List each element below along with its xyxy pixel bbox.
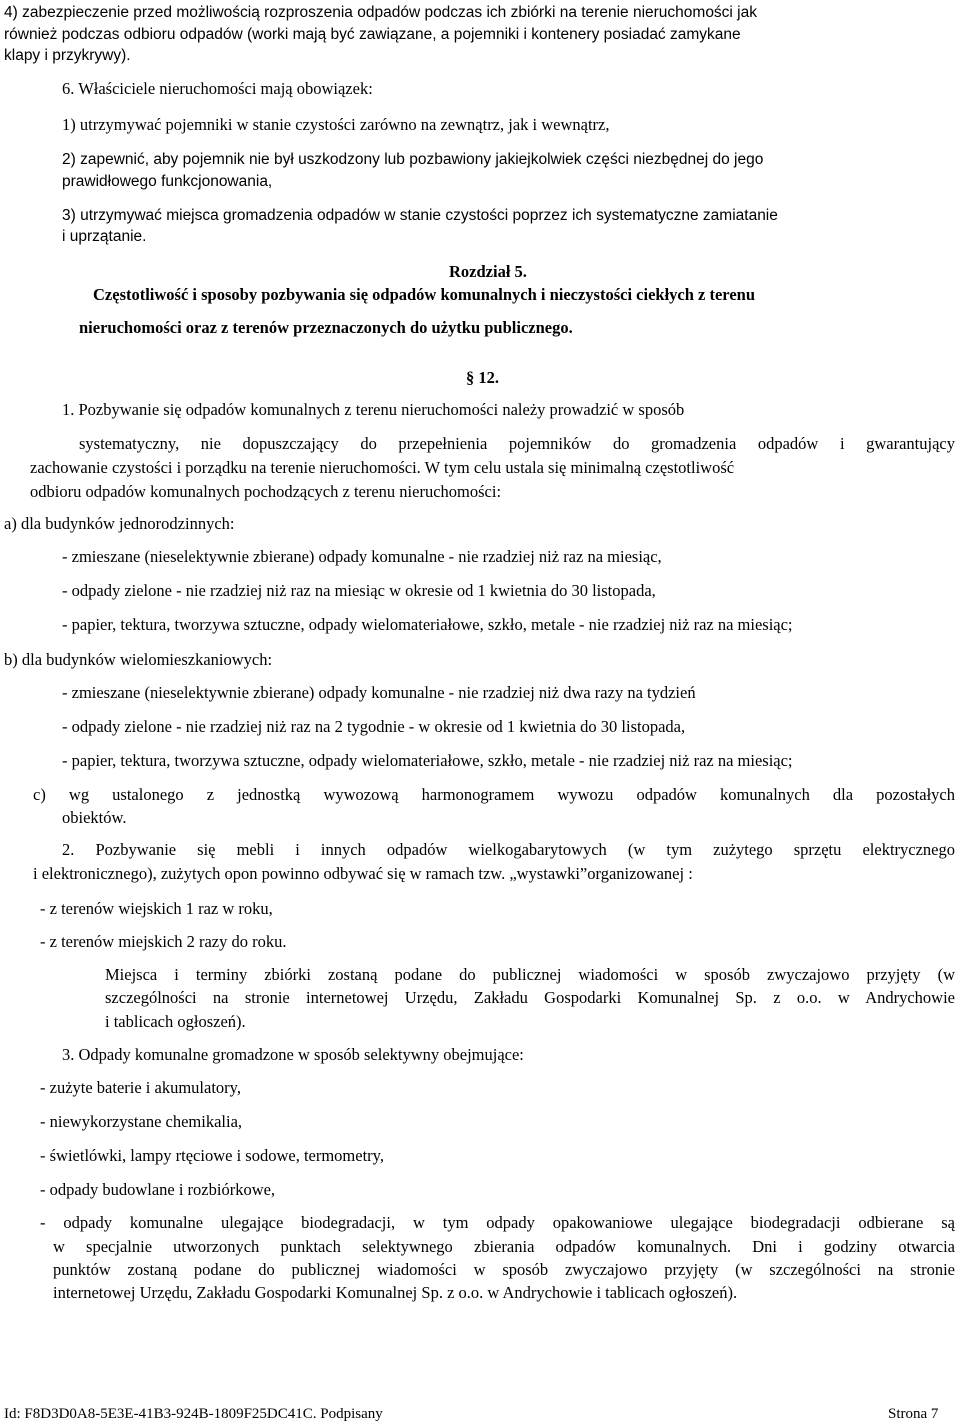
sec6-item-3a: 3) utrzymywać miejsca gromadzenia odpadów w stanie czystości poprzez ich systematyczne zamiatanie bbox=[62, 207, 778, 224]
paragraph-number: 12. bbox=[478, 368, 499, 387]
page-number: Strona 7 bbox=[888, 1406, 939, 1422]
p2-note-line-3: i tablicach ogłoszeń). bbox=[105, 1012, 246, 1031]
sec6-item-2b: prawidłowego funkcjonowania, bbox=[62, 173, 273, 190]
chapter-title-2: nieruchomości oraz z terenów przeznaczonych do użytku publicznego. bbox=[79, 318, 573, 337]
p1-a-item-2: - odpady zielone - nie rzadziej niż raz na miesiąc w okresie od 1 kwietnia do 30 listopada, bbox=[62, 581, 656, 600]
p1-b-item-3: - papier, tektura, tworzywa sztuczne, odpady wielomateriałowe, szkło, metale - nie rzadziej niż raz na miesiąc; bbox=[62, 751, 793, 770]
p1-a-item-1: - zmieszane (nieselektywnie zbierane) odpady komunalne - nie rzadziej niż raz na miesiąc, bbox=[62, 547, 662, 566]
sec4-line-2: również podczas odbioru odpadów (worki mają być zawiązane, a pojemniki i kontenery posiadać zamykane bbox=[4, 26, 741, 43]
sec6-item-1: 1) utrzymywać pojemniki w stanie czystości zarówno na zewnątrz, jak i wewnątrz, bbox=[62, 115, 610, 134]
p3-item-5a: - odpady komunalne ulegające biodegradacji, w tym odpady opakowaniowe ulegające biodegradacji odbierane są bbox=[40, 1213, 955, 1232]
p2-line-2: i elektronicznego), zużytych opon powinno odbywać się w ramach tzw. „wystawki”organizowanej : bbox=[33, 864, 693, 883]
p1-b-heading: b) dla budynków wielomieszkaniowych: bbox=[4, 650, 273, 669]
p3-item-5c: punktów zostaną podane do publicznej wiadomości w sposób zwyczajowo przyjęty (w szczególności na stronie bbox=[53, 1260, 955, 1279]
p2-note-line-2: szczególności na stronie internetowej Urzędu, Zakładu Gospodarki Komunalnej Sp. z o.o. w Andrychowie bbox=[105, 988, 955, 1007]
p1-c-line-1: c) wg ustalonego z jednostką wywozową harmonogramem wywozu odpadów komunalnych dla pozostałych bbox=[33, 785, 955, 804]
p3-item-1: - zużyte baterie i akumulatory, bbox=[40, 1078, 241, 1097]
p2-item-1: - z terenów wiejskich 1 raz w roku, bbox=[40, 899, 273, 918]
sec4-line-1: 4) zabezpieczenie przed możliwością rozproszenia odpadów podczas ich zbiórki na terenie nieruchomości jak bbox=[4, 4, 757, 21]
p1-line-1: 1. Pozbywanie się odpadów komunalnych z terenu nieruchomości należy prowadzić w sposób bbox=[62, 400, 685, 419]
document-id: Id: F8D3D0A8-5E3E-41B3-924B-1809F25DC41C. Podpisany bbox=[4, 1406, 383, 1422]
p3-item-5b: w specjalnie utworzonych punktach selektywnego zbierania odpadów komunalnych. Dni i godziny otwarcia bbox=[53, 1237, 955, 1256]
p3-line-1: 3. Odpady komunalne gromadzone w sposób selektywny obejmujące: bbox=[62, 1045, 524, 1064]
p1-b-item-1: - zmieszane (nieselektywnie zbierane) odpady komunalne - nie rzadziej niż dwa razy na tydzień bbox=[62, 683, 696, 702]
p2-line-1: 2. Pozbywanie się mebli i innych odpadów wielkogabarytowych (w tym zużytego sprzętu elektrycznego bbox=[62, 840, 955, 859]
sec6-heading: 6. Właściciele nieruchomości mają obowiązek: bbox=[62, 79, 373, 98]
p1-c-line-2: obiektów. bbox=[62, 808, 127, 827]
p1-a-heading: a) dla budynków jednorodzinnych: bbox=[4, 514, 235, 533]
chapter-title-1: Częstotliwość i sposoby pozbywania się odpadów komunalnych i nieczystości ciekłych z terenu bbox=[93, 285, 756, 304]
p2-note-line-1: Miejsca i terminy zbiórki zostaną podane do publicznej wiadomości w sposób zwyczajowo przyjęty (w bbox=[105, 965, 955, 984]
p3-item-2: - niewykorzystane chemikalia, bbox=[40, 1112, 243, 1131]
paragraph-sign: § 12. bbox=[466, 368, 499, 387]
p1-line-2: systematyczny, nie dopuszczający do przepełnienia pojemników do gromadzenia odpadów i gwarantujący bbox=[79, 434, 955, 453]
p1-line-4: odbioru odpadów komunalnych pochodzących z terenu nieruchomości: bbox=[30, 482, 502, 501]
p3-item-5d: internetowej Urzędu, Zakładu Gospodarki Komunalnej Sp. z o.o. w Andrychowie i tablicach ogłoszeń). bbox=[53, 1283, 738, 1302]
chapter-label: Rozdział 5. bbox=[449, 262, 527, 281]
p2-item-2: - z terenów miejskich 2 razy do roku. bbox=[40, 932, 287, 951]
p1-b-item-2: - odpady zielone - nie rzadziej niż raz na 2 tygodnie - w okresie od 1 kwietnia do 30 listopada, bbox=[62, 717, 686, 736]
sec6-item-3b: i uprzątanie. bbox=[62, 228, 147, 245]
sec4-line-3: klapy i przykrywy). bbox=[4, 47, 131, 64]
p3-item-3: - świetlówki, lampy rtęciowe i sodowe, termometry, bbox=[40, 1146, 384, 1165]
p1-line-3: zachowanie czystości i porządku na terenie nieruchomości. W tym celu ustala się minimalną częstotliwość bbox=[30, 458, 735, 477]
p1-a-item-3: - papier, tektura, tworzywa sztuczne, odpady wielomateriałowe, szkło, metale - nie rzadziej niż raz na miesiąc; bbox=[62, 615, 793, 634]
sec6-item-2a: 2) zapewnić, aby pojemnik nie był uszkodzony lub pozbawiony jakiejkolwiek części niezbędnej do jego bbox=[62, 151, 764, 168]
p3-item-4: - odpady budowlane i rozbiórkowe, bbox=[40, 1180, 276, 1199]
